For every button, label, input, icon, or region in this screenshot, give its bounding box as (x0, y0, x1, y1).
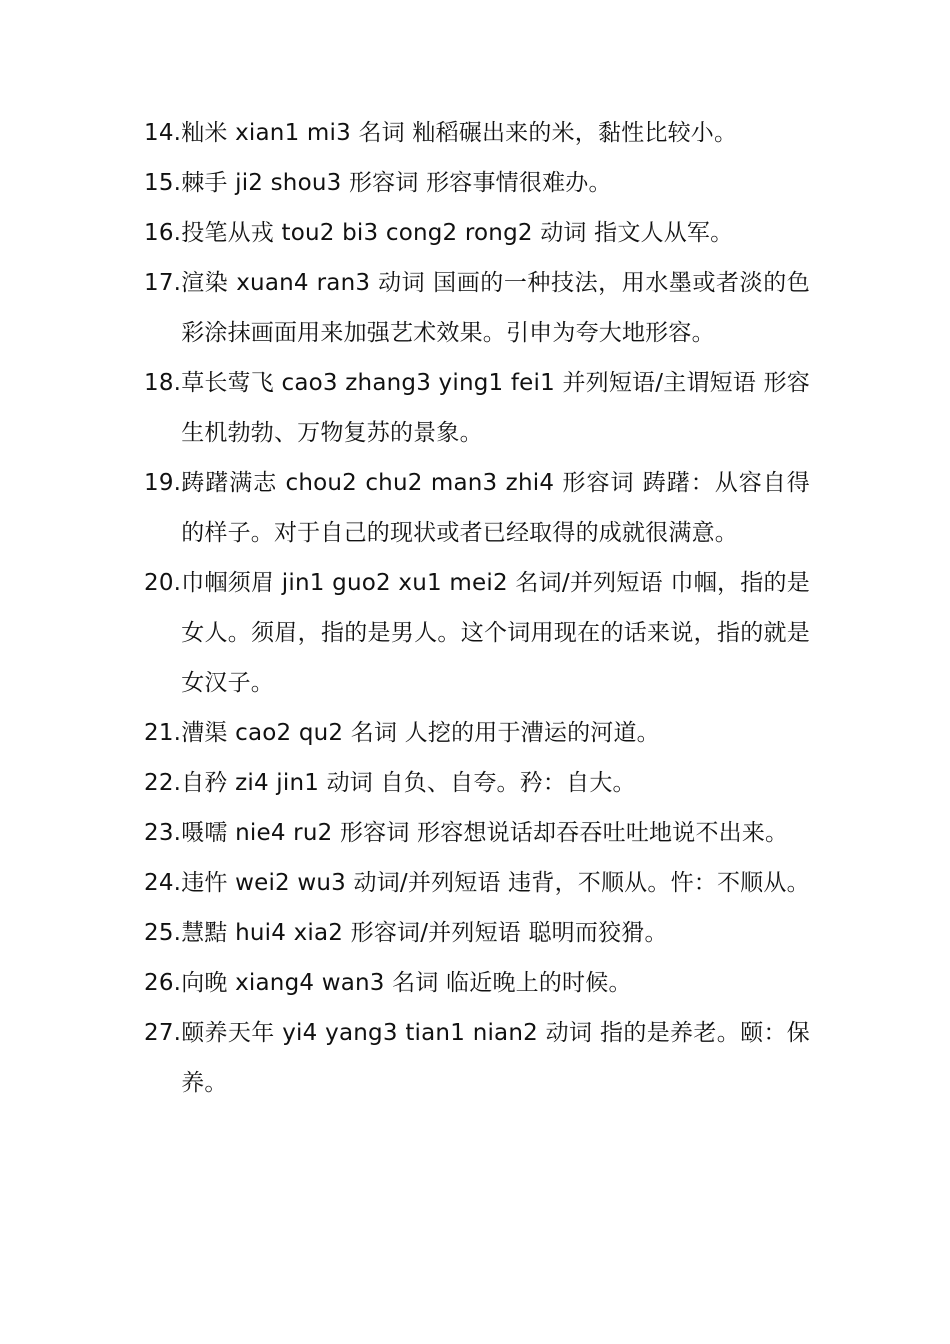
entry-number: 25. (144, 920, 182, 946)
entry-number: 24. (144, 870, 182, 896)
vocabulary-entry (144, 158, 810, 208)
vocabulary-entry (144, 858, 810, 908)
vocabulary-entry (144, 558, 810, 708)
entry-number: 20. (144, 570, 182, 596)
entry-number: 21. (144, 720, 182, 746)
entry-text: 巾帼须眉 jin1 guo2 xu1 mei2 名词/并列短语 巾帼，指的是女人。须眉，指的是男人。这个词用现在的话来说，指的就是女汉子。 (181, 570, 810, 696)
entry-number: 17. (144, 270, 182, 296)
entry-text: 籼米 xian1 mi3 名词 籼稻碾出来的米，黏性比较小。 (181, 120, 738, 146)
entry-text: 嗫嚅 nie4 ru2 形容词 形容想说话却吞吞吐吐地说不出来。 (181, 820, 789, 846)
entry-text: 渲染 xuan4 ran3 动词 国画的一种技法，用水墨或者淡的色彩涂抹画面用来加强艺术效果。引申为夸大地形容。 (181, 270, 810, 346)
entry-number: 27. (144, 1020, 182, 1046)
vocabulary-entry (144, 208, 810, 258)
vocabulary-entry (144, 908, 810, 958)
entry-text: 草长莺飞 cao3 zhang3 ying1 fei1 并列短语/主谓短语 形容生机勃勃、万物复苏的景象。 (181, 370, 810, 446)
entry-number: 14. (144, 120, 182, 146)
entry-text: 颐养天年 yi4 yang3 tian1 nian2 动词 指的是养老。颐：保养。 (181, 1020, 810, 1096)
vocabulary-entry (144, 1008, 810, 1108)
entry-text: 慧黠 hui4 xia2 形容词/并列短语 聪明而狡猾。 (181, 920, 668, 946)
vocabulary-entry (144, 458, 810, 558)
vocabulary-entry (144, 708, 810, 758)
vocabulary-entry (144, 258, 810, 358)
vocabulary-entry (144, 758, 810, 808)
entry-text: 棘手 ji2 shou3 形容词 形容事情很难办。 (181, 170, 612, 196)
entry-number: 15. (144, 170, 182, 196)
vocabulary-entry (144, 808, 810, 858)
entry-number: 16. (144, 220, 182, 246)
entry-text: 向晚 xiang4 wan3 名词 临近晚上的时候。 (181, 970, 632, 996)
entry-text: 漕渠 cao2 qu2 名词 人挖的用于漕运的河道。 (181, 720, 660, 746)
vocabulary-list (144, 108, 810, 1108)
vocabulary-entry (144, 358, 810, 458)
entry-text: 自矜 zi4 jin1 动词 自负、自夸。矜：自大。 (181, 770, 636, 796)
entry-number: 22. (144, 770, 182, 796)
entry-number: 18. (144, 370, 182, 396)
entry-text: 投笔从戎 tou2 bi3 cong2 rong2 动词 指文人从军。 (181, 220, 734, 246)
entry-number: 26. (144, 970, 182, 996)
vocabulary-entry (144, 958, 810, 1008)
entry-text: 踌躇满志 chou2 chu2 man3 zhi4 形容词 踌躇：从容自得的样子。对于自己的现状或者已经取得的成就很满意。 (181, 470, 810, 546)
entry-number: 23. (144, 820, 182, 846)
vocabulary-entry (144, 108, 810, 158)
entry-number: 19. (144, 470, 182, 496)
entry-text: 违忤 wei2 wu3 动词/并列短语 违背，不顺从。忤：不顺从。 (181, 870, 810, 896)
